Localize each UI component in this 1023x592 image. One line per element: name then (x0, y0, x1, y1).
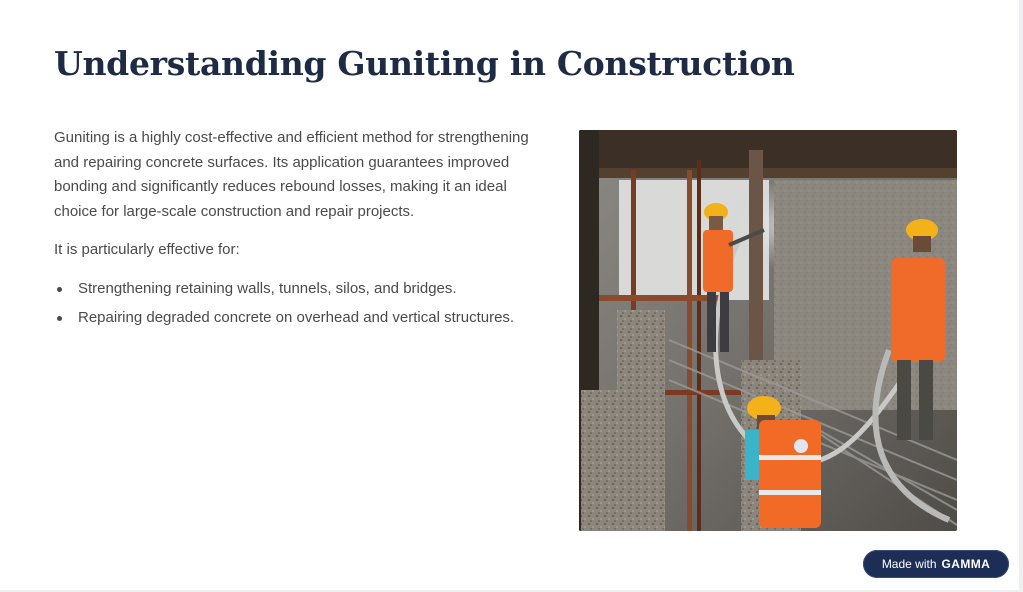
body-text (54, 126, 546, 336)
intro-paragraph: Guniting is a highly cost-effective and efficient method for strengthening and repairing concrete surfaces. Its application guarantees improved bonding and significantly reduces rebound losses, making it an ideal choice for large-scale construction and repair projects. (54, 129, 529, 220)
lead-paragraph: It is particularly effective for: (54, 241, 240, 258)
bullet-text: Strengthening retaining walls, tunnels, silos, and bridges. (78, 279, 457, 297)
guniting-photo (579, 130, 957, 531)
bullet-list (54, 277, 546, 331)
bullet-text: Repairing degraded concrete on overhead and vertical structures. (78, 309, 515, 326)
slide-right-edge (1019, 0, 1023, 592)
made-with-gamma-badge[interactable] (863, 550, 1009, 578)
bullet-dot-icon (57, 287, 62, 292)
bullet-item (54, 306, 546, 331)
slide-title: Understanding Guniting in Construction (54, 44, 795, 83)
bullet-item (54, 277, 546, 302)
bullet-dot-icon (57, 316, 62, 321)
gamma-logo: GAMMA (941, 557, 991, 571)
badge-prefix: Made with (881, 557, 937, 571)
